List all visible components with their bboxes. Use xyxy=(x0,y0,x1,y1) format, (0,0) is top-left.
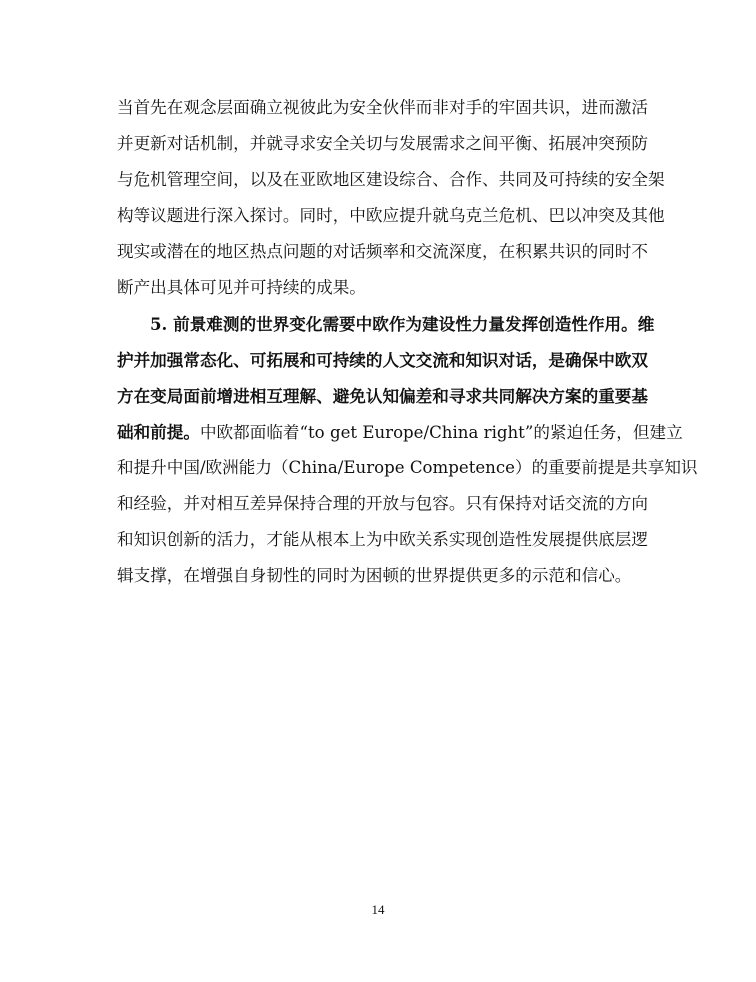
text-line: 与危机管理空间，以及在亚欧地区建设综合、合作、共同及可持续的安全架 xyxy=(117,170,665,189)
text-line: 并更新对话机制，并就寻求安全关切与发展需求之间平衡、拓展冲突预防 xyxy=(117,134,648,153)
text-line: 和经验，并对相互差异保持合理的开放与包容。只有保持对话交流的方向 xyxy=(117,494,648,513)
bold-text: 5. 前景难测的世界变化需要中欧作为建设性力量发挥创造性作用。维 xyxy=(150,314,655,334)
text-line: 构等议题进行深入探讨。同时，中欧应提升就乌克兰危机、巴以冲突及其他 xyxy=(117,206,665,225)
text-line xyxy=(117,384,648,408)
text-line xyxy=(117,312,655,336)
page-number: 14 xyxy=(371,902,385,917)
body-text xyxy=(117,96,698,600)
text-line: 当首先在观念层面确立视彼此为安全伙伴而非对手的牢固共识，进而激活 xyxy=(117,98,648,117)
bold-text: 础和前提。 xyxy=(117,422,200,442)
text-line: 和提升中国/欧洲能力（China/Europe Competence）的重要前提是共享知识 xyxy=(117,458,698,477)
text-line: 断产出具体可见并可持续的成果。 xyxy=(117,278,366,297)
text-line: 现实或潜在的地区热点问题的对话频率和交流深度，在积累共识的同时不 xyxy=(117,242,648,261)
text-line: 和知识创新的活力，才能从根本上为中欧关系实现创造性发展提供底层逻 xyxy=(117,530,648,549)
text-line: 础和前提。中欧都面临着“to get Europe/China right”的紧迫任务，但建立 xyxy=(117,422,683,442)
text-line xyxy=(117,348,648,372)
text-line: 辑支撑，在增强自身韧性的同时为困顿的世界提供更多的示范和信心。 xyxy=(117,566,632,585)
bold-text: 护并加强常态化、可拓展和可持续的人文交流和知识对话，是确保中欧双 xyxy=(117,350,648,370)
bold-text: 方在变局面前增进相互理解、避免认知偏差和寻求共同解决方案的重要基 xyxy=(117,386,648,406)
